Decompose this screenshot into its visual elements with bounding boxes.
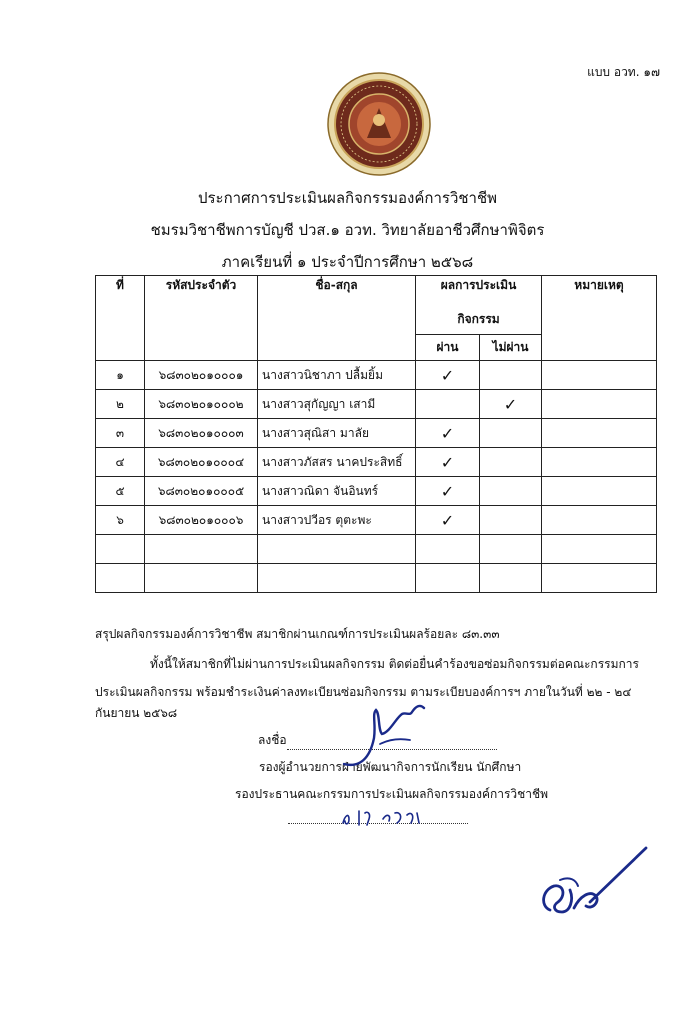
row-fail-check: [480, 448, 542, 477]
row-no: ๖: [96, 506, 145, 535]
row-student-id: ๖๘๓๐๒๐๑๐๐๐๑: [145, 361, 258, 390]
row-pass-check: ✓: [416, 448, 480, 477]
row-remark: [542, 506, 657, 535]
row-pass-check: ✓: [416, 419, 480, 448]
row-no: ๒: [96, 390, 145, 419]
header-fail: ไม่ผ่าน: [480, 335, 542, 361]
organization-seal-logo: [327, 72, 431, 176]
row-student-id: ๖๘๓๐๒๐๑๐๐๐๖: [145, 506, 258, 535]
row-name: นางสาวภัสสร นาคประสิทธิ์: [258, 448, 416, 477]
row-pass-check: ✓: [416, 506, 480, 535]
semester-title: ภาคเรียนที่ ๑ ประจำปีการศึกษา ๒๕๖๘: [221, 253, 474, 271]
notice-line3: กันยายน ๒๕๖๘: [95, 706, 178, 720]
table-row: [96, 448, 657, 477]
summary-text: สรุปผลกิจกรรมองค์การวิชาชีพ สมาชิกผ่านเกณฑ์การประเมินผลร้อยละ ๘๓.๓๓: [95, 627, 500, 641]
table-row: [96, 419, 657, 448]
notice-line2: ประเมินผลกิจกรรม พร้อมชำระเงินค่าลงทะเบียนซ่อมกิจกรรม ตามระเบียบองค์การฯ ภายในวันที่ ๒๒ - ๒๔: [95, 685, 632, 699]
row-fail-check: [480, 506, 542, 535]
row-remark: [542, 448, 657, 477]
sign-label: ลงชื่อ: [258, 733, 287, 747]
row-fail-check: [480, 419, 542, 448]
header-remark: หมายเหตุ: [542, 276, 657, 361]
table-row: [96, 361, 657, 390]
evaluation-table: [95, 275, 657, 593]
empty-table-row: [96, 564, 657, 593]
header-result-line1: ผลการประเมิน: [416, 276, 542, 306]
header-student-id: รหัสประจำตัว: [145, 276, 258, 361]
row-name: นางสาวสุณิสา มาลัย: [258, 419, 416, 448]
row-no: ๓: [96, 419, 145, 448]
header-result-line2: กิจกรรม: [416, 305, 542, 335]
signer-position-1: รองผู้อำนวยการฝ่ายพัฒนากิจการนักเรียน นักศึกษา: [259, 760, 522, 774]
row-fail-check: [480, 477, 542, 506]
header-no: ที่: [96, 276, 145, 361]
row-name: นางสาวณิดา จันอินทร์: [258, 477, 416, 506]
row-no: ๔: [96, 448, 145, 477]
row-name: นางสาวนิชาภา ปลื้มยิ้ม: [258, 361, 416, 390]
row-name: นางสาวสุกัญญา เสามี: [258, 390, 416, 419]
notice-line1: ทั้งนี้ให้สมาชิกที่ไม่ผ่านการประเมินผลกิจกรรม ติดต่อยื่นคำร้องขอซ่อมกิจกรรมต่อคณะกรรมการ: [150, 657, 639, 671]
table-row: [96, 390, 657, 419]
row-name: นางสาวปวีอร ตุตะพะ: [258, 506, 416, 535]
row-pass-check: [416, 390, 480, 419]
row-pass-check: ✓: [416, 477, 480, 506]
row-fail-check: ✓: [480, 390, 542, 419]
handwritten-signature: [340, 694, 430, 784]
row-remark: [542, 477, 657, 506]
row-remark: [542, 361, 657, 390]
signer-position-2: รองประธานคณะกรรมการประเมินผลกิจกรรมองค์การวิชาชีพ: [235, 787, 549, 801]
row-remark: [542, 390, 657, 419]
row-fail-check: [480, 361, 542, 390]
header-pass: ผ่าน: [416, 335, 480, 361]
table-row: [96, 506, 657, 535]
initials-signature: [530, 840, 655, 920]
row-no: ๕: [96, 477, 145, 506]
announcement-title: ประกาศการประเมินผลกิจกรรมองค์การวิชาชีพ: [197, 189, 498, 207]
header-name: ชื่อ-สกุล: [258, 276, 416, 361]
row-no: ๑: [96, 361, 145, 390]
handwritten-date: [335, 805, 425, 829]
row-student-id: ๖๘๓๐๒๐๑๐๐๐๓: [145, 419, 258, 448]
row-student-id: ๖๘๓๐๒๐๑๐๐๐๕: [145, 477, 258, 506]
row-student-id: ๖๘๓๐๒๐๑๐๐๐๔: [145, 448, 258, 477]
row-student-id: ๖๘๓๐๒๐๑๐๐๐๒: [145, 390, 258, 419]
table-row: [96, 477, 657, 506]
club-title: ชมรมวิชาชีพการบัญชี ปวส.๑ อวท. วิทยาลัยอาชีวศึกษาพิจิตร: [150, 221, 545, 239]
row-remark: [542, 419, 657, 448]
form-code: แบบ อวท. ๑๗: [587, 65, 660, 79]
row-pass-check: ✓: [416, 361, 480, 390]
empty-table-row: [96, 535, 657, 564]
